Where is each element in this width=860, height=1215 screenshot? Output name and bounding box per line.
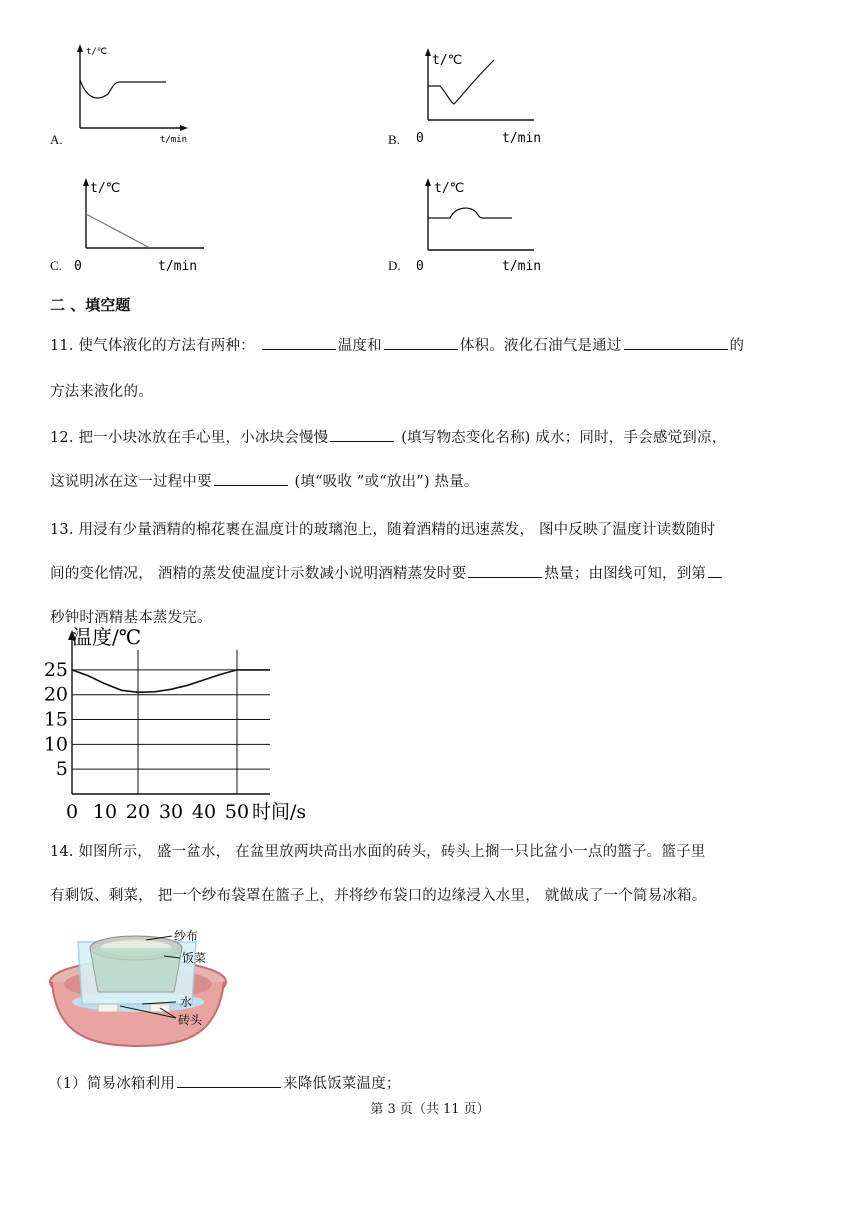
chart-grid <box>72 650 270 794</box>
q11-blank3[interactable] <box>624 348 728 350</box>
chart-y-tick-label: 10 <box>43 733 68 756</box>
chart-y-tick-label: 15 <box>43 708 68 731</box>
chart-x-tick-label: 10 <box>92 801 118 823</box>
q12-line2 <box>50 470 479 491</box>
temperature-chart <box>40 620 340 825</box>
q13-line3: 秒钟时酒精基本蒸发完。 <box>50 610 212 626</box>
q11-line1 <box>50 334 744 355</box>
option-d-origin: 0 <box>416 259 424 274</box>
q11-part1: 11. 使气体液化的方法有两种： <box>50 338 255 354</box>
option-b-graph <box>410 40 570 150</box>
q12-blank2[interactable] <box>214 484 288 486</box>
q13-blank2[interactable] <box>708 576 722 578</box>
chart-x-tick-label: 30 <box>158 801 184 823</box>
q13-line2a: 间的变化情况， 酒精的蒸发使温度计示数减小说明酒精蒸发时要 <box>50 566 467 582</box>
option-b-ylabel: t/℃ <box>432 53 463 68</box>
q11-part3: 体积。液化石油气是通过 <box>459 338 622 354</box>
chart-x-tick-label: 20 <box>125 801 151 823</box>
option-d-xlabel: t/min <box>502 259 542 274</box>
q11-line2: 方法来液化的。 <box>50 384 153 400</box>
q12-blank1[interactable] <box>330 440 394 442</box>
q14-line2: 有剩饭、剩菜， 把一个纱布袋罩在篮子上，并将纱布袋口的边缘浸入水里， 就做成了一个简易冰箱。 <box>50 888 707 904</box>
q11-part2: 温度和 <box>337 338 382 354</box>
option-a-letter: A. <box>50 132 63 147</box>
q13-line2b: 热量；由图线可知，到第 <box>544 566 707 582</box>
option-d-graph <box>410 170 570 276</box>
q13-line1: 13. 用浸有少量酒精的棉花裹在温度计的玻璃泡上，随着酒精的迅速蒸发， 图中反映了温度计读数随时 <box>50 522 716 538</box>
q12-line2b: (填“吸收 ”或“放出”) 热量。 <box>294 474 479 490</box>
chart-y-tick-label: 25 <box>43 658 68 681</box>
q14-line1: 14. 如图所示， 盛一盆水， 在盆里放两块高出水面的砖头，砖头上搁一只比盆小一点的篮子。篮子里 <box>50 844 706 860</box>
q11-blank1[interactable] <box>262 348 336 350</box>
chart-x-tick-label: 40 <box>191 801 217 823</box>
section-title: 二 、填空题 <box>50 296 131 314</box>
q12-part2: (填写物态变化名称) 成水；同时，手会感觉到凉， <box>401 430 727 446</box>
chart-ylabel: 温度/℃ <box>72 625 142 649</box>
option-a-graph <box>70 40 230 148</box>
option-d-letter: D. <box>388 258 401 273</box>
q14-blank1[interactable] <box>177 1086 281 1088</box>
chart-tick-labels <box>44 659 249 823</box>
q12-line2a: 这说明冰在这一过程中要 <box>50 474 212 490</box>
label-water: 水 <box>180 995 193 1009</box>
option-a-xlabel: t/min <box>160 135 188 145</box>
q12-line1 <box>50 426 726 447</box>
page-footer: 第 3 页（共 11 页） <box>370 1102 490 1117</box>
chart-x-tick-label: 0 <box>65 801 79 823</box>
chart-xlabel: 时间/s <box>252 801 307 823</box>
option-b-letter: B. <box>388 132 400 147</box>
label-gauze: 纱布 <box>174 929 199 943</box>
q11-part4: 的 <box>729 338 745 354</box>
option-c-ylabel: t/℃ <box>90 181 121 196</box>
option-b-origin: 0 <box>416 131 424 146</box>
chart-x-tick-label: 50 <box>224 801 250 823</box>
q14-sub1b: 来降低饭菜温度； <box>283 1076 401 1092</box>
chart-y-tick-label: 5 <box>55 758 68 781</box>
q14-sub1 <box>48 1072 401 1093</box>
q13-blank1[interactable] <box>468 576 542 578</box>
q14-sub1a: （1）简易冰箱利用 <box>48 1076 176 1092</box>
option-c-graph <box>70 170 230 276</box>
q11-blank2[interactable] <box>384 348 458 350</box>
q12-part1: 12. 把一小块冰放在手心里，小冰块会慢慢 <box>50 430 329 446</box>
option-b-xlabel: t/min <box>502 131 542 146</box>
label-brick: 砖头 <box>178 1013 203 1027</box>
option-c-letter: C. <box>50 258 62 273</box>
option-a-ylabel: t/℃ <box>86 47 107 57</box>
label-food: 饭菜 <box>182 951 207 965</box>
chart-series-line <box>72 670 270 692</box>
option-c-origin: 0 <box>74 259 82 274</box>
chart-y-tick-label: 20 <box>43 683 68 706</box>
option-d-ylabel: t/℃ <box>434 181 465 196</box>
fridge-illustration <box>46 922 246 1052</box>
option-c-xlabel: t/min <box>158 259 198 274</box>
q13-line2 <box>50 562 724 583</box>
